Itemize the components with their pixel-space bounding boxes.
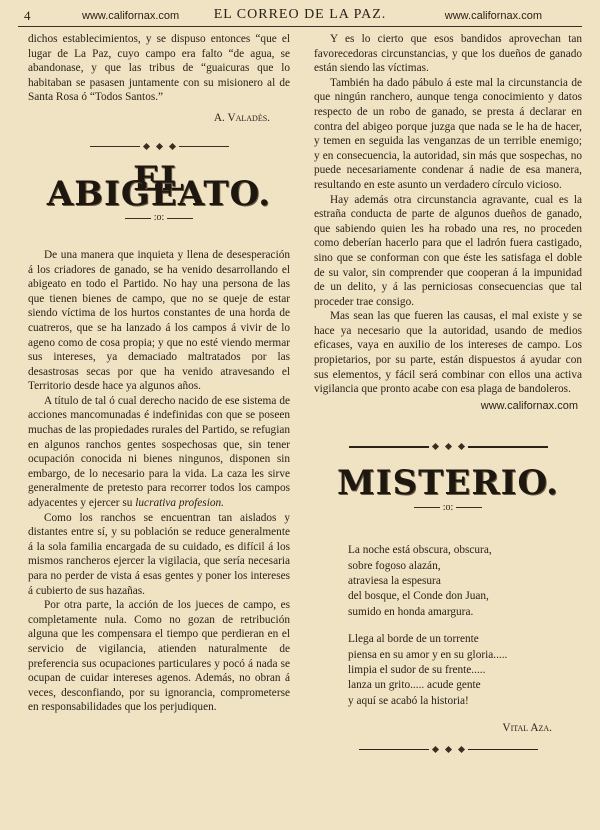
poem-line: Llega al borde de un torrente bbox=[348, 633, 479, 646]
article-paragraph-4: Por otra parte, la acción de los jueces de campo, es completamente nula. Como no gozan de retribución alguna que les compensara el tiempo que perdieran en el servicio de vigilancia, atienden naturalmente de preferencia sus ocupaciones particulares y pocó á nada se ocupan de cuidar intereses agenos. Además, no obran á veces, desconfiando, por su ignorancia, comprometerse en responsabilidades que los perjudiquen. bbox=[28, 599, 290, 714]
poem-line: piensa en su amor y en su gloria..... bbox=[348, 648, 508, 661]
article-paragraph-5: Y es lo cierto que esos bandidos aprovechan tan favorecedoras circunstancias, y que los dueños de ganado están siendo las víctimas. bbox=[314, 33, 582, 75]
header-rule bbox=[18, 26, 582, 27]
poem-title: MISTERIO. bbox=[337, 463, 559, 504]
continued-signature: A. Valadès. bbox=[213, 111, 270, 124]
poem-line: lanza un grito..... acude gente bbox=[348, 679, 481, 692]
poem-line: La noche está obscura, obscura, bbox=[348, 544, 492, 557]
poem-line: limpia el sudor de su frente..... bbox=[348, 664, 486, 677]
article-paragraph-2-text: A título de tal ó cual derecho nacido de ese sistema de acciones mancomunadas é indefinidas con que se poseen muchas de las propiedades rurales del Partido, se refugian en algunos ranchos gentes sospechosas que, sin tener ocupación conocida ni bienes ningunos, disponen sin embargo, de lo necesario para la vida. La caza les sirve generalmente de pretesto para recorrer todos los campos adyacentes y ejercer su bbox=[28, 394, 290, 510]
italic-phrase: lucrativa profesion. bbox=[135, 497, 224, 510]
website-watermark-left: www.californax.com bbox=[82, 10, 180, 22]
article-paragraph-7: Hay además otra circunstancia agravante, cual es la estraña conducta de parte de algunos dueños de ganado, que sabiendo quien les ha robado una res, no proceden como deberían hacerlo para que el ladrón fuera castigado, sino que se conforman con que éste les satisfaga el doble de su valor, sin comprender que cooperan á la impunidad de un delito, y á las perniciosas consecuencias que tal proceder trae consigo. bbox=[314, 193, 582, 308]
article-paragraph-1: De una manera que inquieta y llena de desesperación á los criadores de ganado, se ha venido desarrollando el abigeato en todo el Partido. No hay una persona de las que tienen bienes de campo, que no se queje de estar siendo víctima de los hurtos constantes de una horda de cuatreros, que se ha lanzado á los campos á vivir de lo ageno como de cosa propia; y que no esté viendo mermar sus intereses, ya demaciado maltratados por las desastrosas secas por que ha venido atravesando el Territorio desde hace ya algunos años. bbox=[28, 248, 290, 393]
right-column bbox=[314, 32, 582, 756]
article-paragraph-6: También ha dado pábulo á este mal la circunstancia de que ningún ranchero, aunque tenga conocimiento y datos respecto de un robo de ganado, se presta á declarar en contra del abigeo porque juzga que nada se le ha de hacer, y temen en seguida las venganzas de un terrible enemigo; y en consecuencia, la autoridad, sin más que sospechas, no puede necesariamente condenar á nadie de esa manera, resultando en este asunto un verdadero círculo vicioso. bbox=[314, 76, 582, 191]
poem-line: sobre fogoso alazán, bbox=[348, 559, 441, 572]
website-watermark-right: www.californax.com bbox=[444, 10, 542, 22]
article-paragraph-2 bbox=[28, 394, 290, 511]
poem-stanza-2 bbox=[348, 632, 582, 709]
divider-mark: :o: bbox=[153, 212, 165, 224]
poem-line: atraviesa la espesura bbox=[348, 575, 441, 588]
article-paragraph-3: Como los ranchos se encuentran tan aislados y distantes entre sí, y su población se reduce generalmente á la sola familia encargada de su cuidado, es difícil á los mismos rancheros ejercer la vigilacia, que sería necesaria para no perder de vista á esas gentes y poner los intereses á cubierto de sus hazañas. bbox=[28, 511, 290, 597]
left-column bbox=[28, 32, 290, 715]
article-paragraph-8: Mas sean las que fueren las causas, el mal existe y se hace ya necesario que la autoridad, usando de medios eficases, vaya en auxilio de los intereses de campo. Los propietarios, por su parte, están dispuestos á ayudar con sus elementos, y fácil será combinar con ellos una activa vigilancia que pronto acabe con esa plaga de bandoleros. bbox=[314, 310, 582, 396]
poem-divider-mark: :o: bbox=[442, 501, 454, 513]
bottom-ornament bbox=[314, 742, 582, 757]
poem-body bbox=[348, 543, 582, 709]
article-title: EL ABIGEATO. bbox=[46, 159, 272, 214]
poem-line: del bosque, el Conde don Juan, bbox=[348, 590, 489, 603]
poem-signature: Vital Aza. bbox=[502, 722, 552, 735]
continued-text: dichos establecimientos, y se dispuso entonces “que el lugar de La Paz, cuyo campo era falto “de agua, se abandonase, y que las tribus de “guaicuras que lo habitaban se pasasen juntamente con su misionero al de Santa Rosa ó “Todos Santos.” bbox=[28, 33, 290, 104]
section-ornament bbox=[28, 140, 290, 155]
poem-separator bbox=[348, 439, 548, 454]
page-header bbox=[0, 4, 600, 26]
poem-line: y aquí se acabó la historia! bbox=[348, 694, 469, 707]
website-watermark-inline: www.californax.com bbox=[480, 399, 578, 412]
poem-line: sumido en honda amargura. bbox=[348, 605, 474, 618]
newspaper-title: EL CORREO DE LA PAZ. bbox=[213, 7, 387, 22]
poem-stanza-1 bbox=[348, 543, 582, 620]
page-number: 4 bbox=[24, 8, 31, 23]
